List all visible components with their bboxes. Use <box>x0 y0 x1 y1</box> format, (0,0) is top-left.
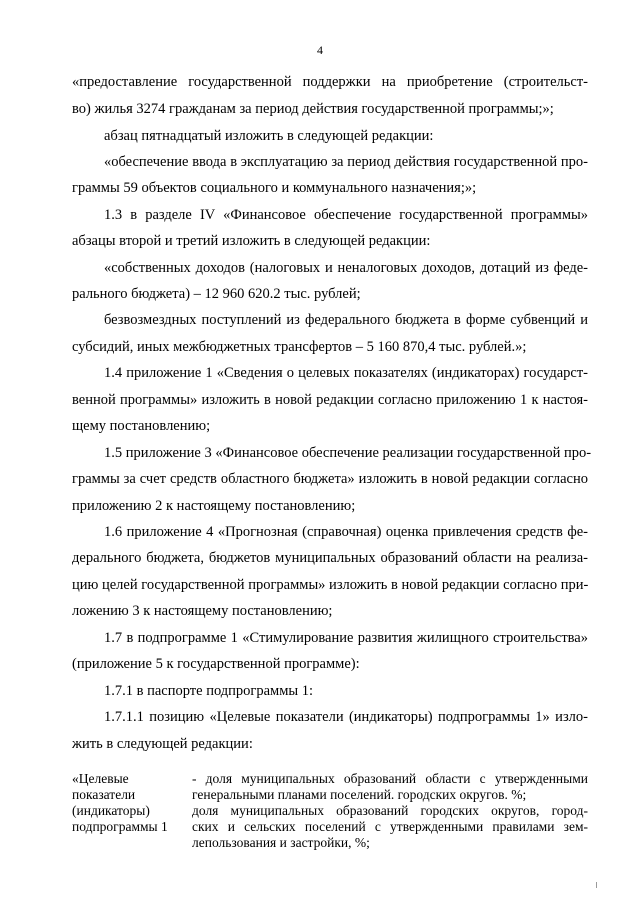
text-line: цию целей государственной программы» изложить в новой редакции согласно при- <box>72 577 589 593</box>
table-value-line: лепользования и застройки, %; <box>192 835 370 850</box>
text-line: рального бюджета) – 12 960 620.2 тыс. рублей; <box>72 286 361 302</box>
text-line: абзац пятнадцатый изложить в следующей редакции: <box>104 128 434 144</box>
text-line: граммы 59 объектов социального и коммунального назначения;»; <box>72 180 477 196</box>
table-label-line: показатели <box>72 787 136 802</box>
text-line: приложению 2 к настоящему постановлению; <box>72 498 356 514</box>
text-line: ложению 3 к настоящему постановлению; <box>72 603 333 619</box>
text-line: 1.5 приложение 3 «Финансовое обеспечение реализации государственной про- <box>104 445 592 461</box>
text-line: «обеспечение ввода в эксплуатацию за период действия государственной про- <box>104 154 588 170</box>
text-line: 1.6 приложение 4 «Прогнозная (справочная) оценка привлечения средств фе- <box>104 524 588 540</box>
text-line: 1.7.1.1 позицию «Целевые показатели (индикаторы) подпрограммы 1» изло- <box>104 709 588 725</box>
text-line: дерального бюджета, бюджетов муниципальных образований области на реализа- <box>72 550 588 566</box>
text-line: венной программы» изложить в новой редакции согласно приложению 1 к настоя- <box>72 392 588 408</box>
table-label-line: (индикаторы) <box>72 803 150 818</box>
scan-mark <box>596 882 597 888</box>
text-line: «собственных доходов (налоговых и неналоговых доходов, дотаций из феде- <box>104 260 588 276</box>
text-line: граммы за счет средств областного бюджета» изложить в новой редакции согласно <box>72 471 588 487</box>
page-number: 4 <box>317 43 323 57</box>
text-line: абзацы второй и третий изложить в следующей редакции: <box>72 233 431 249</box>
table-label-line: подпрограммы 1 <box>72 819 168 834</box>
text-line: безвозмездных поступлений из федерального бюджета в форме субвенций и <box>104 312 588 328</box>
text-line: щему постановлению; <box>72 418 211 434</box>
text-line: жить в следующей редакции: <box>72 736 253 752</box>
text-line: 1.4 приложение 1 «Сведения о целевых показателях (индикаторах) государст- <box>104 365 588 381</box>
table-label-line: «Целевые <box>72 771 129 786</box>
text-line: 1.7.1 в паспорте подпрограммы 1: <box>104 683 314 699</box>
text-line: во) жилья 3274 гражданам за период действия государственной программы;»; <box>72 101 554 117</box>
text-line: 1.3 в разделе IV «Финансовое обеспечение государственной программы» <box>104 207 588 223</box>
text-line: (приложение 5 к государственной программе): <box>72 656 360 672</box>
table-value-line: - доля муниципальных образований области с утвержденными <box>192 771 588 786</box>
text-line: «предоставление государственной поддержки на приобретение (строительст- <box>72 74 588 90</box>
text-line: 1.7 в подпрограмме 1 «Стимулирование развития жилищного строительства» <box>104 630 588 646</box>
table-value-line: доля муниципальных образований городских округов, город- <box>192 803 588 818</box>
table-value-line: генеральными планами поселений. городских округов. %; <box>192 787 527 802</box>
text-line: субсидий, иных межбюджетных трансфертов – 5 160 870,4 тыс. рублей.»; <box>72 339 527 355</box>
table-value-line: ских и сельских поселений с утвержденными правилами зем- <box>192 819 588 834</box>
